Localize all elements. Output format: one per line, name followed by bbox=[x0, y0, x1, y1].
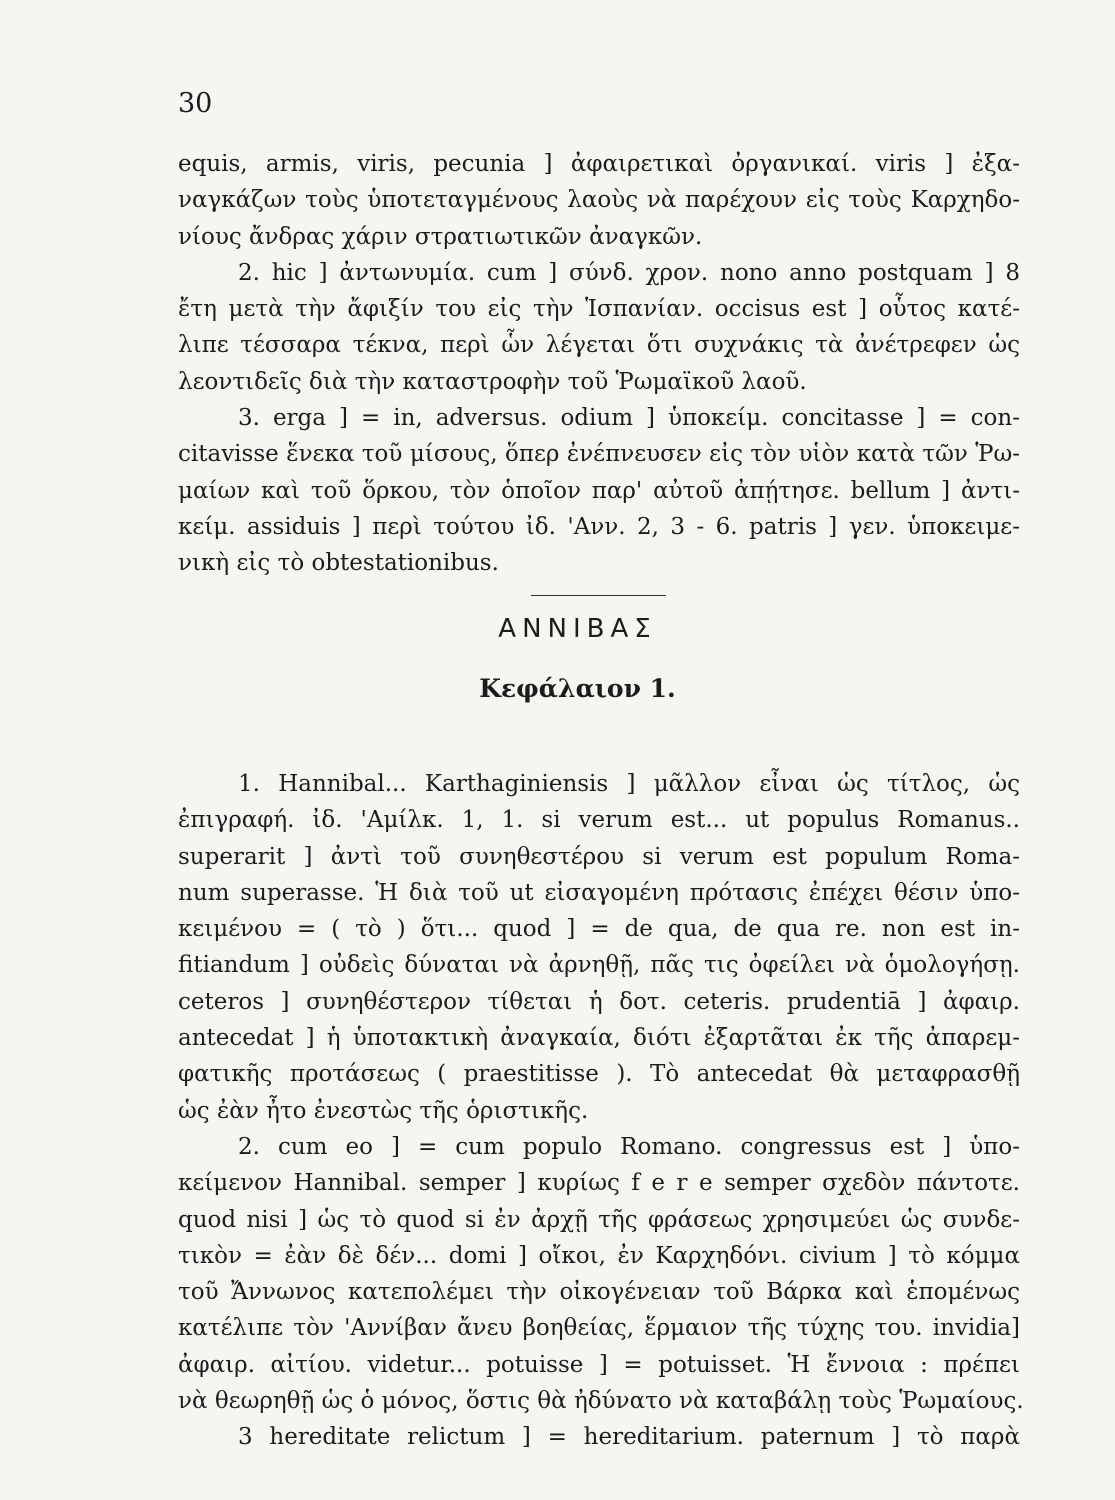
text-line: 3 hereditate relictum ] = hereditarium. paternum ] τὸ παρὰ bbox=[238, 1424, 1020, 1451]
text-line: equis, armis, viris, pecunia ] ἀφαιρετικαὶ ὀργανικαί. viris ] ἐξα- bbox=[178, 151, 1020, 177]
book-title: ΑΝΝΙΒΑΣ bbox=[498, 614, 657, 644]
text-line: κατέλιπε τὸν 'Αννίβαν ἄνευ βοηθείας, ἕρμαιον τῆς τύχης του. invidia] bbox=[178, 1315, 1020, 1342]
text-line: νικὴ εἰς τὸ obtestationibus. bbox=[178, 550, 499, 577]
section-divider bbox=[531, 595, 666, 596]
text-line: ἀφαιρ. αἰτίου. videtur... potuisse ] = potuisset. Ἡ ἔννοια : πρέπει bbox=[178, 1351, 1020, 1378]
text-line: λεοντιδεῖς διὰ τὴν καταστροφὴν τοῦ Ῥωμαϊκοῦ λαοῦ. bbox=[178, 368, 807, 395]
text-line: κειμένου = ( τὸ ) ὅτι... quod ] = de qua, de qua re. non est in- bbox=[178, 916, 1020, 943]
text-line: 3. erga ] = in, adversus. odium ] ὑποκείμ. concitasse ] = con- bbox=[238, 405, 1020, 432]
page-number: 30 bbox=[178, 88, 213, 119]
text-line: num superasse. Ἡ διὰ τοῦ ut εἰσαγομένη πρότασις ἐπέχει θέσιν ὑπο- bbox=[178, 879, 1020, 906]
text-line: ceteros ] συνηθέστερον τίθεται ἡ δοτ. ceteris. prudentiā ] ἀφαιρ. bbox=[178, 988, 1020, 1015]
text-line: 1. Hannibal... Karthaginiensis ] μᾶλλον εἶναι ὡς τίτλος, ὡς bbox=[238, 771, 1020, 797]
text-line: ὡς ἐὰν ἦτο ἐνεστὼς τῆς ὁριστικῆς. bbox=[178, 1097, 589, 1124]
text-line: quod nisi ] ὡς τὸ quod si ἐν ἀρχῇ τῆς φράσεως χρησιμεύει ὡς συνδε- bbox=[178, 1206, 1020, 1233]
text-line: λιπε τέσσαρα τέκνα, περὶ ὧν λέγεται ὅτι συχνάκις τὰ ἀνέτρεφεν ὡς bbox=[178, 332, 1020, 359]
text-line: ναγκάζων τοὺς ὑποτεταγμένους λαοὺς νὰ παρέχουν εἰς τοὺς Καρχηδο- bbox=[178, 187, 1020, 214]
text-line: 2. hic ] ἀντωνυμία. cum ] σύνδ. χρον. nono anno postquam ] 8 bbox=[238, 259, 1020, 286]
text-line: νίους ἄνδρας χάριν στρατιωτικῶν ἀναγκῶν. bbox=[178, 223, 703, 250]
text-line: superarit ] ἀντὶ τοῦ συνηθεστέρου si verum est populum Roma- bbox=[178, 843, 1020, 870]
text-line: 2. cum eo ] = cum populo Romano. congressus est ] ὑπο- bbox=[238, 1133, 1020, 1160]
text-line: νὰ θεωρηθῇ ὡς ὁ μόνος, ὅστις θὰ ἠδύνατο νὰ καταβάλῃ τοὺς Ῥωμαίους. bbox=[178, 1388, 1024, 1415]
text-line: ἔτη μετὰ τὴν ἄφιξίν του εἰς τὴν Ἱσπανίαν. occisus est ] οὗτος κατέ- bbox=[178, 296, 1020, 323]
notes-chapter-section bbox=[178, 766, 1024, 1456]
text-line: τοῦ Ἄννωνος κατεπολέμει τὴν οἰκογένειαν τοῦ Βάρκα καὶ ἑπομένως bbox=[178, 1279, 1020, 1306]
text-line: τικὸν = ἐὰν δὲ δέν... domi ] οἴκοι, ἐν Καρχηδόνι. civium ] τὸ κόμμα bbox=[178, 1242, 1020, 1269]
text-line: κείμ. assiduis ] περὶ τούτου ἰδ. 'Ανν. 2, 3 - 6. patris ] γεν. ὑποκειμε- bbox=[178, 513, 1020, 540]
text-line: ἐπιγραφή. ἰδ. 'Αμίλκ. 1, 1. si verum est... ut populus Romanus.. bbox=[178, 807, 1020, 834]
text-line: citavisse ἕνεκα τοῦ μίσους, ὅπερ ἐνέπνευσεν εἰς τὸν υἱὸν κατὰ τῶν Ῥω- bbox=[178, 441, 1020, 468]
text-line: φατικῆς προτάσεως ( praestitisse ). Τὸ antecedat θὰ μεταφρασθῇ bbox=[178, 1061, 1020, 1088]
text-line: antecedat ] ἡ ὑποτακτικὴ ἀναγκαία, διότι ἐξαρτᾶται ἐκ τῆς ἀπαρεμ- bbox=[178, 1025, 1020, 1052]
notes-top-section bbox=[178, 146, 1020, 582]
text-line: fitiandum ] οὐδεὶς δύναται νὰ ἀρνηθῇ, πᾶς τις ὀφείλει νὰ ὁμολογήσῃ. bbox=[178, 952, 1020, 979]
chapter-title: Κεφάλαιον 1. bbox=[479, 674, 676, 703]
text-line: μαίων καὶ τοῦ ὅρκου, τὸν ὁποῖον παρ' αὐτοῦ ἀπῄτησε. bellum ] ἀντι- bbox=[178, 477, 1020, 504]
text-line: κείμενον Hannibal. semper ] κυρίως f e r e semper σχεδὸν πάντοτε. bbox=[178, 1170, 1020, 1197]
